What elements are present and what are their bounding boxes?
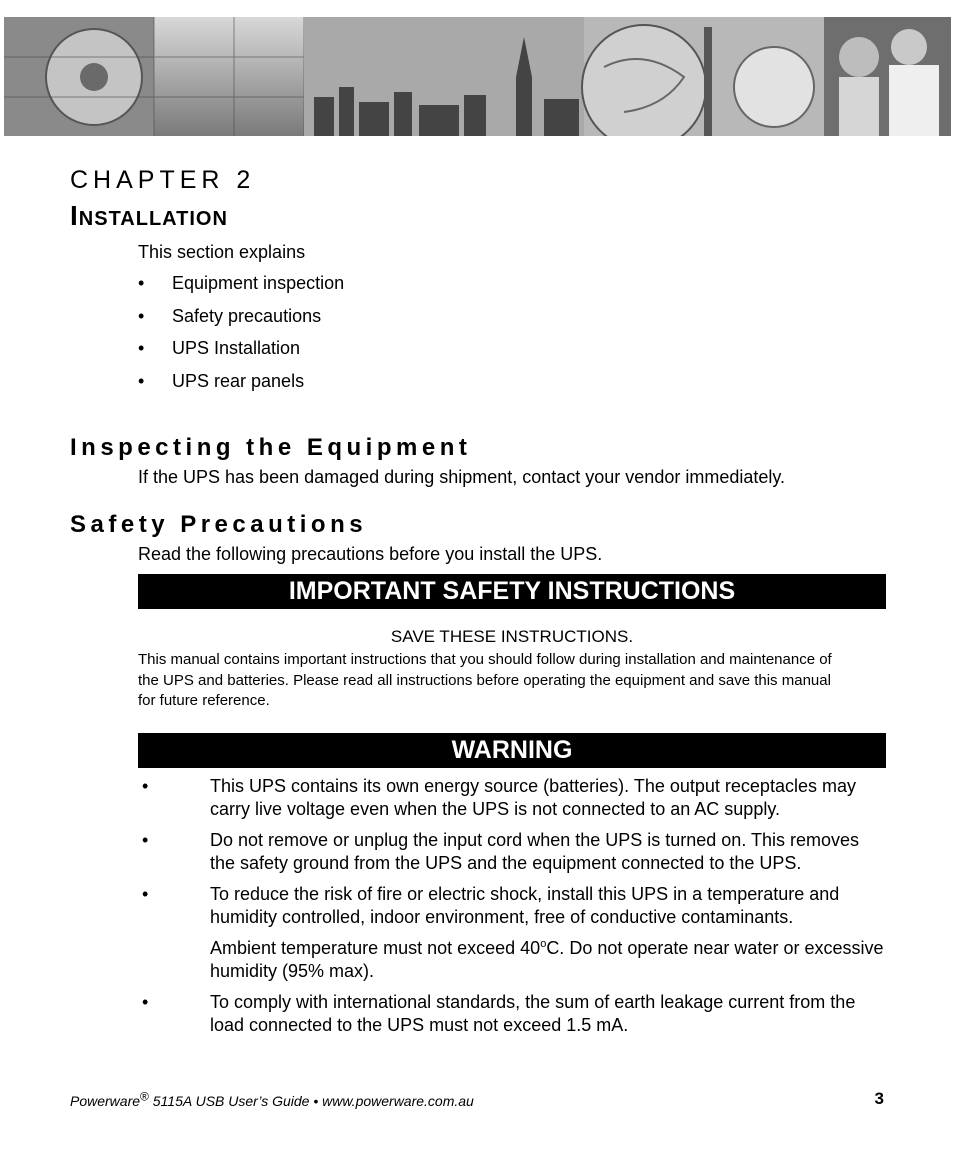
list-item <box>138 338 344 371</box>
save-instructions-text: SAVE THESE INSTRUCTIONS. <box>390 627 634 646</box>
warning-item-text: To reduce the risk of fire or electric shock, install this UPS in a temperature and humidity controlled, indoor environment, free of conductive contaminants. <box>210 884 840 927</box>
footer-brand: Powerware <box>70 1093 141 1109</box>
list-item-text: Safety precautions <box>172 305 322 326</box>
manual-notice-text: This manual contains important instructions that you should follow during installation and maintenance of the UPS and batteries. Please read all instructions before operating the equipment and save this manual for future reference. <box>138 651 832 709</box>
footer-guide-text: 5115A USB User’s Guide • www.powerware.com.au <box>148 1093 474 1109</box>
list-item <box>138 991 886 1037</box>
list-item-text: UPS Installation <box>172 338 301 358</box>
bullet: • <box>138 370 145 391</box>
list-item <box>138 306 344 339</box>
inspecting-text: If the UPS has been damaged during shipment, contact your vendor immediately. <box>138 467 786 487</box>
list-item <box>138 371 344 404</box>
list-item-text: Equipment inspection <box>172 273 345 293</box>
page-number: 3 <box>874 1089 884 1108</box>
list-item <box>138 775 886 821</box>
list-item <box>138 829 886 875</box>
inspecting-heading: Inspecting the Equipment <box>70 434 472 461</box>
bullet: • <box>138 338 145 358</box>
warning-item-text: This UPS contains its own energy source (batteries). The output receptacles may carry live voltage even when the UPS is not connected to an AC supply. <box>210 776 856 819</box>
warning-item-text: To comply with international standards, the sum of earth leakage current from the load connected to the UPS must not exceed 1.5 mA. <box>210 992 856 1035</box>
registered-mark: ® <box>140 1089 149 1104</box>
safety-text: Read the following precautions before you install the UPS. <box>138 544 603 564</box>
bullet: • <box>142 884 149 904</box>
header-banner-photo <box>4 17 951 136</box>
page-footer <box>70 1089 474 1109</box>
section-contents-list <box>138 273 344 403</box>
bullet: • <box>138 305 145 326</box>
bullet: • <box>138 273 145 293</box>
bullet: • <box>142 830 149 850</box>
intro-text: This section explains <box>138 242 306 262</box>
warning-banner: WARNING <box>138 733 886 768</box>
list-item-text: UPS rear panels <box>172 370 305 391</box>
list-item <box>138 883 886 983</box>
bullet: • <box>142 992 149 1012</box>
warning-item-text: Do not remove or unplug the input cord when the UPS is turned on. This removes the safety ground from the UPS and the equipment connected to the UPS. <box>210 830 860 873</box>
important-safety-banner: IMPORTANT SAFETY INSTRUCTIONS <box>138 574 886 609</box>
ambient-temperature-text: Ambient temperature must not exceed 40$^o$C. Do not operate near water or excessive humidity (95% max). <box>210 938 884 981</box>
chapter-title: Installation <box>70 200 228 231</box>
bullet: • <box>142 776 149 796</box>
chapter-label: CHAPTER 2 <box>70 166 256 194</box>
warning-list <box>138 775 886 1045</box>
safety-heading: Safety Precautions <box>70 511 368 538</box>
list-item <box>138 273 344 306</box>
